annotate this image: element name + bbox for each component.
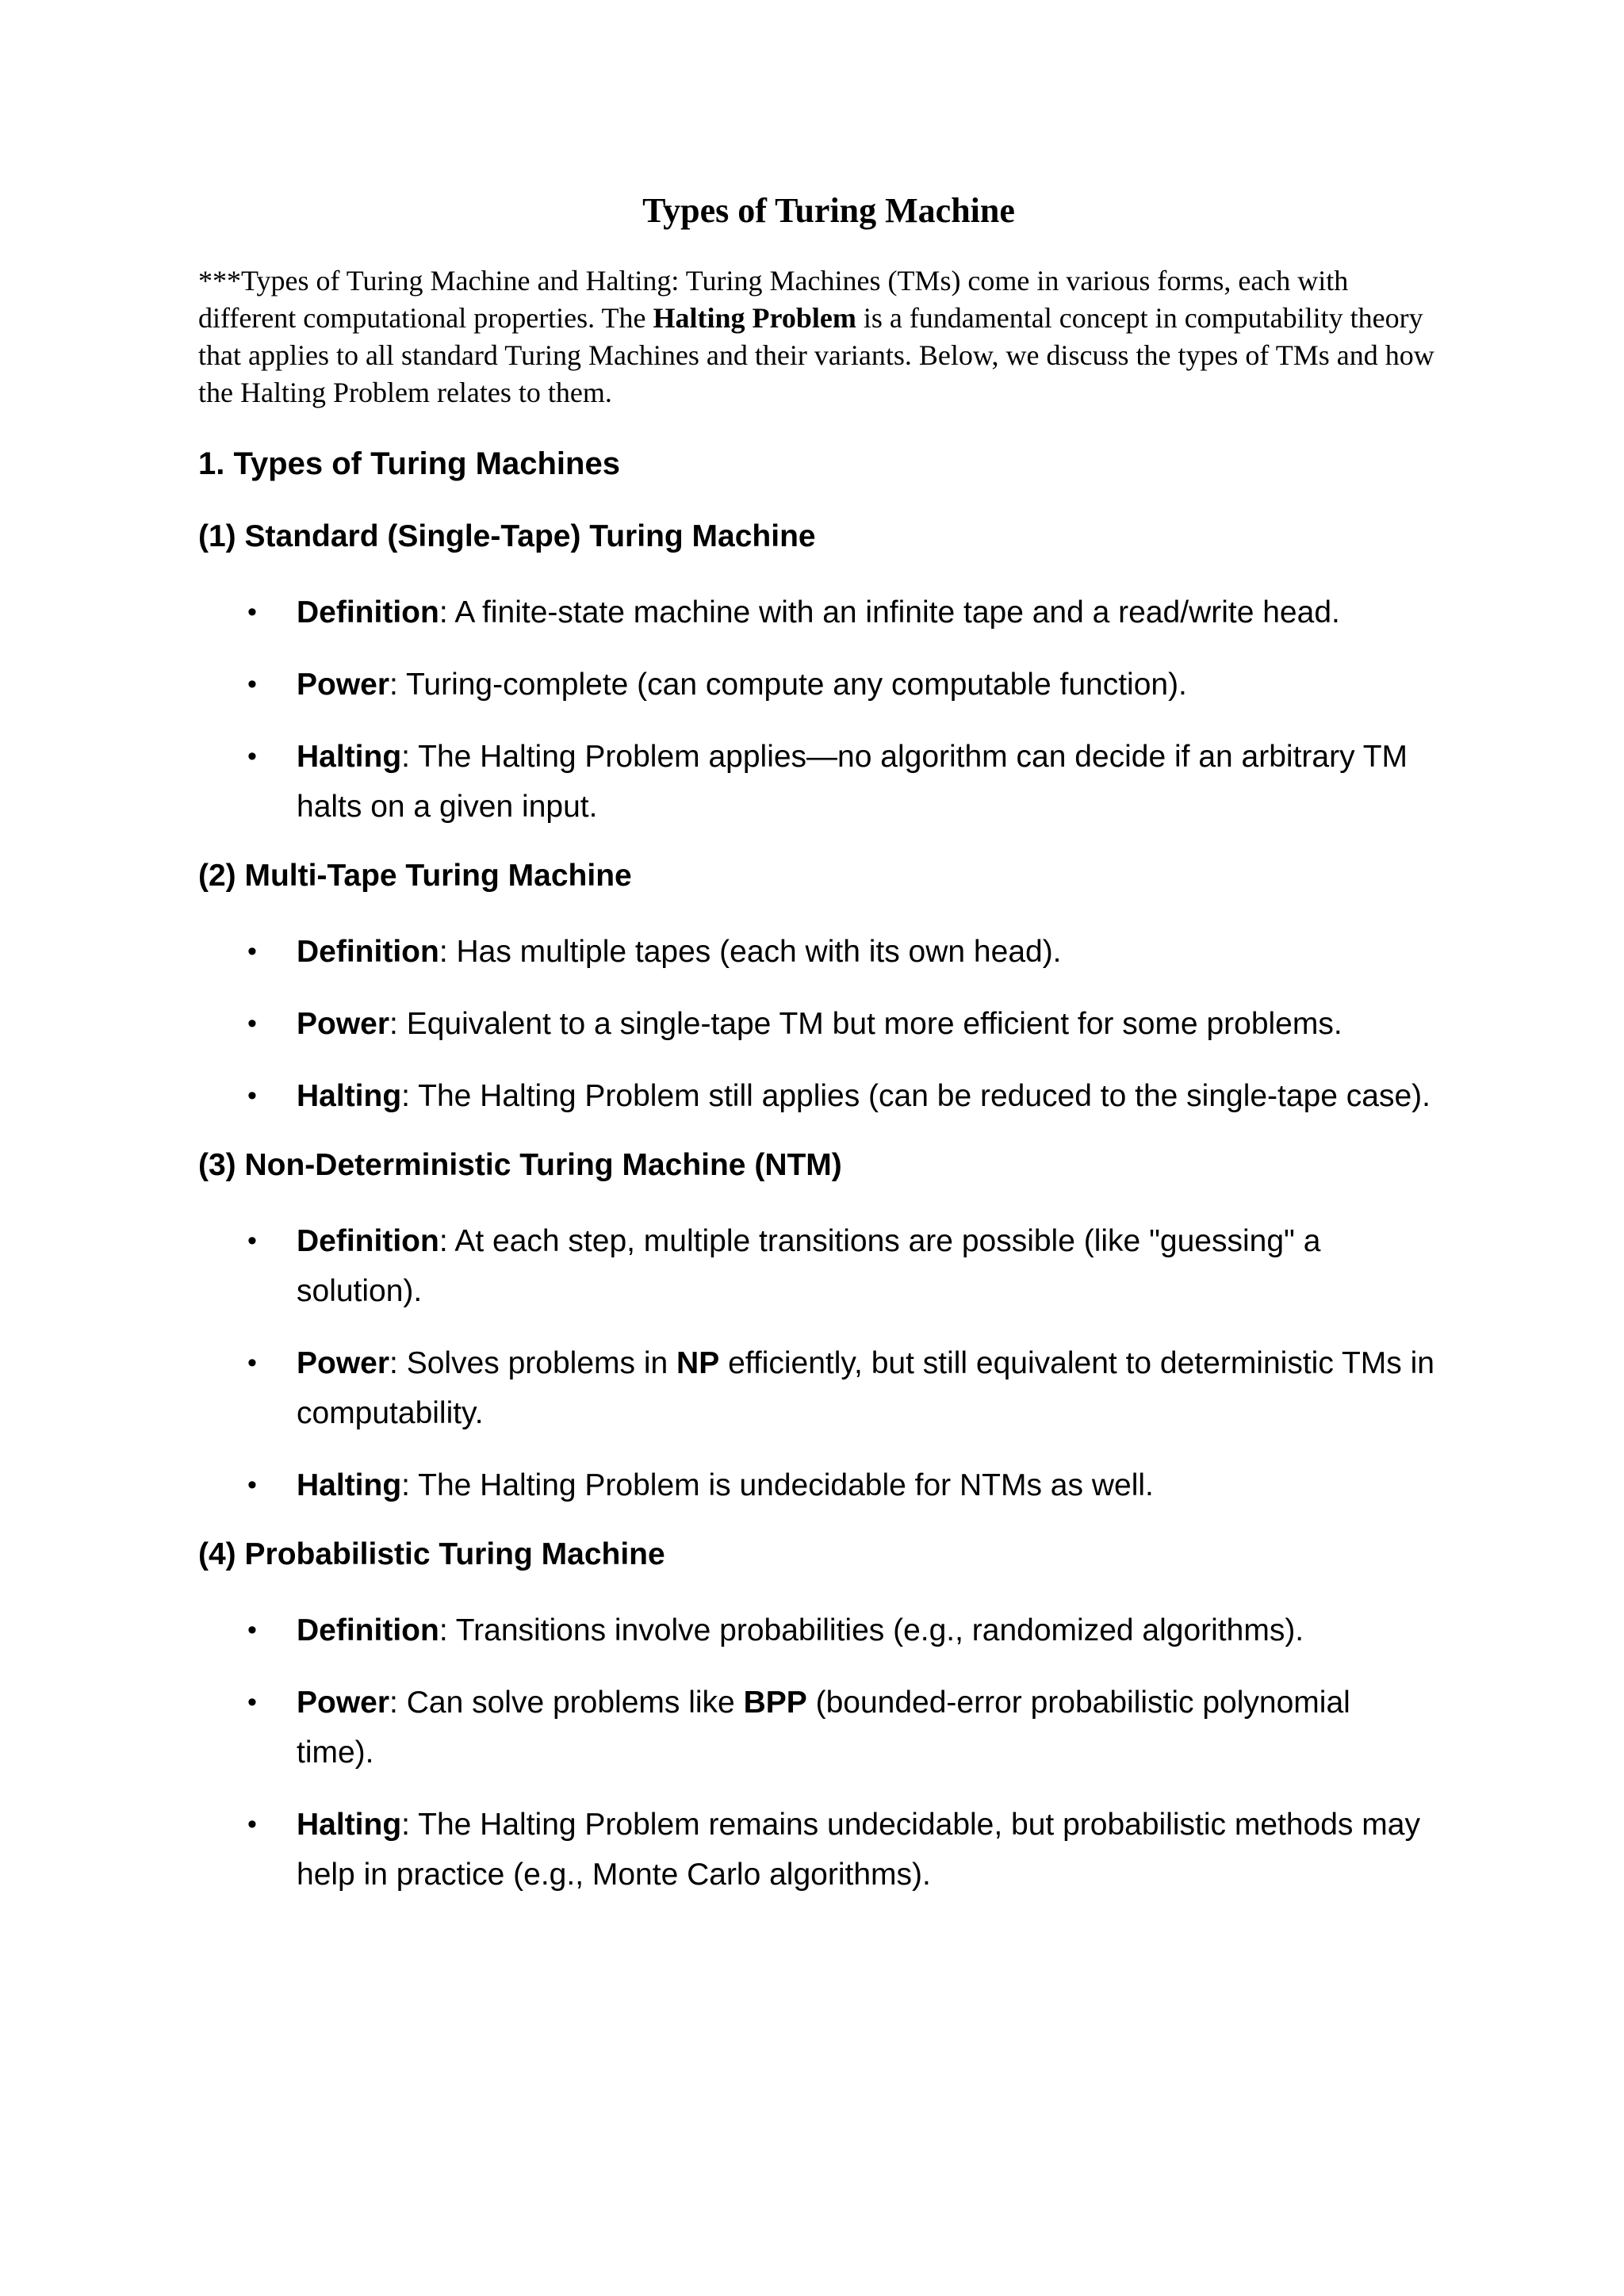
item-text: : The Halting Problem applies—no algorithm can decide if an arbitrary TM halts on a given input. <box>297 739 1408 824</box>
item-text: : Transitions involve probabilities (e.g., randomized algorithms). <box>439 1613 1304 1647</box>
item-text-cont: efficiently, but still equivalent to deterministic TMs in computability. <box>297 1345 1434 1430</box>
intro-text: ***Types of Turing Machine and Halting: Turing Machines (TMs) come in various forms, each with different computational properties. The <box>198 264 1349 334</box>
list-multitape <box>198 927 1435 1121</box>
item-bold-term: BPP <box>743 1685 807 1720</box>
item-text-cont: (bounded-error probabilistic polynomial time). <box>297 1685 1350 1770</box>
intro-paragraph <box>198 262 1435 411</box>
subsection-heading-standard: (1) Standard (Single-Tape) Turing Machine <box>198 519 816 553</box>
item-lead: Halting <box>297 739 402 774</box>
item-lead: Halting <box>297 1468 402 1502</box>
intro-bold-term: Halting Problem <box>653 301 856 334</box>
list-ntm <box>198 1216 1435 1510</box>
item-lead: Power <box>297 667 390 702</box>
item-text: : The Halting Problem remains undecidable, but probabilistic methods may help in practice (e.g., Monte Carlo algorithms). <box>297 1807 1420 1892</box>
item-lead: Definition <box>297 1613 439 1647</box>
document-page <box>198 190 1435 1922</box>
subsection-heading-probabilistic: (4) Probabilistic Turing Machine <box>198 1536 665 1571</box>
item-text: : Turing-complete (can compute any computable function). <box>389 667 1187 702</box>
list-item <box>198 1678 1435 1777</box>
subsection-heading-multitape: (2) Multi-Tape Turing Machine <box>198 858 632 893</box>
bullet-icon: • <box>247 668 257 699</box>
item-lead: Power <box>297 1685 390 1720</box>
item-lead: Halting <box>297 1078 402 1113</box>
intro-text-cont: is a fundamental concept in computability theory that applies to all standard Turing Machines and their variants. Below, we discuss the types of TMs and how the Halting Problem relates to them. <box>198 301 1434 408</box>
list-item <box>198 660 1435 710</box>
list-standard <box>198 587 1435 832</box>
bullet-icon: • <box>247 1614 257 1645</box>
item-text: : Has multiple tapes (each with its own head). <box>439 934 1062 969</box>
item-text: : Equivalent to a single-tape TM but more efficient for some problems. <box>389 1006 1342 1041</box>
item-lead: Definition <box>297 934 439 969</box>
item-lead: Power <box>297 1345 390 1380</box>
item-bold-term: NP <box>676 1345 720 1380</box>
item-lead: Halting <box>297 1807 402 1842</box>
bullet-icon: • <box>247 1347 257 1378</box>
bullet-icon: • <box>247 740 257 771</box>
item-lead: Definition <box>297 595 439 629</box>
item-text: : At each step, multiple transitions are possible (like "guessing" a solution). <box>297 1223 1321 1308</box>
list-item <box>198 927 1435 977</box>
item-text: : Can solve problems like <box>389 1685 744 1720</box>
page-title: Types of Turing Machine <box>642 191 1015 230</box>
list-probabilistic <box>198 1605 1435 1900</box>
bullet-icon: • <box>247 596 257 627</box>
subsection-heading-ntm: (3) Non-Deterministic Turing Machine (NTM) <box>198 1147 842 1182</box>
item-lead: Definition <box>297 1223 439 1258</box>
bullet-icon: • <box>247 1686 257 1717</box>
list-item <box>198 732 1435 832</box>
item-text: : Solves problems in <box>389 1345 677 1380</box>
list-item <box>198 1460 1435 1510</box>
item-text: : The Halting Problem is undecidable for NTMs as well. <box>401 1468 1154 1502</box>
item-lead: Power <box>297 1006 390 1041</box>
bullet-icon: • <box>247 1225 257 1256</box>
section-heading: 1. Types of Turing Machines <box>198 446 620 481</box>
list-item <box>198 1216 1435 1316</box>
list-item <box>198 1605 1435 1655</box>
item-text: : A finite-state machine with an infinite tape and a read/write head. <box>439 595 1340 629</box>
list-item <box>198 1800 1435 1900</box>
item-text: : The Halting Problem still applies (can be reduced to the single-tape case). <box>401 1078 1431 1113</box>
bullet-icon: • <box>247 936 257 966</box>
list-item <box>198 999 1435 1049</box>
list-item <box>198 587 1435 637</box>
bullet-icon: • <box>247 1008 257 1039</box>
bullet-icon: • <box>247 1469 257 1500</box>
list-item <box>198 1338 1435 1438</box>
bullet-icon: • <box>247 1080 257 1111</box>
list-item <box>198 1071 1435 1121</box>
bullet-icon: • <box>247 1808 257 1839</box>
